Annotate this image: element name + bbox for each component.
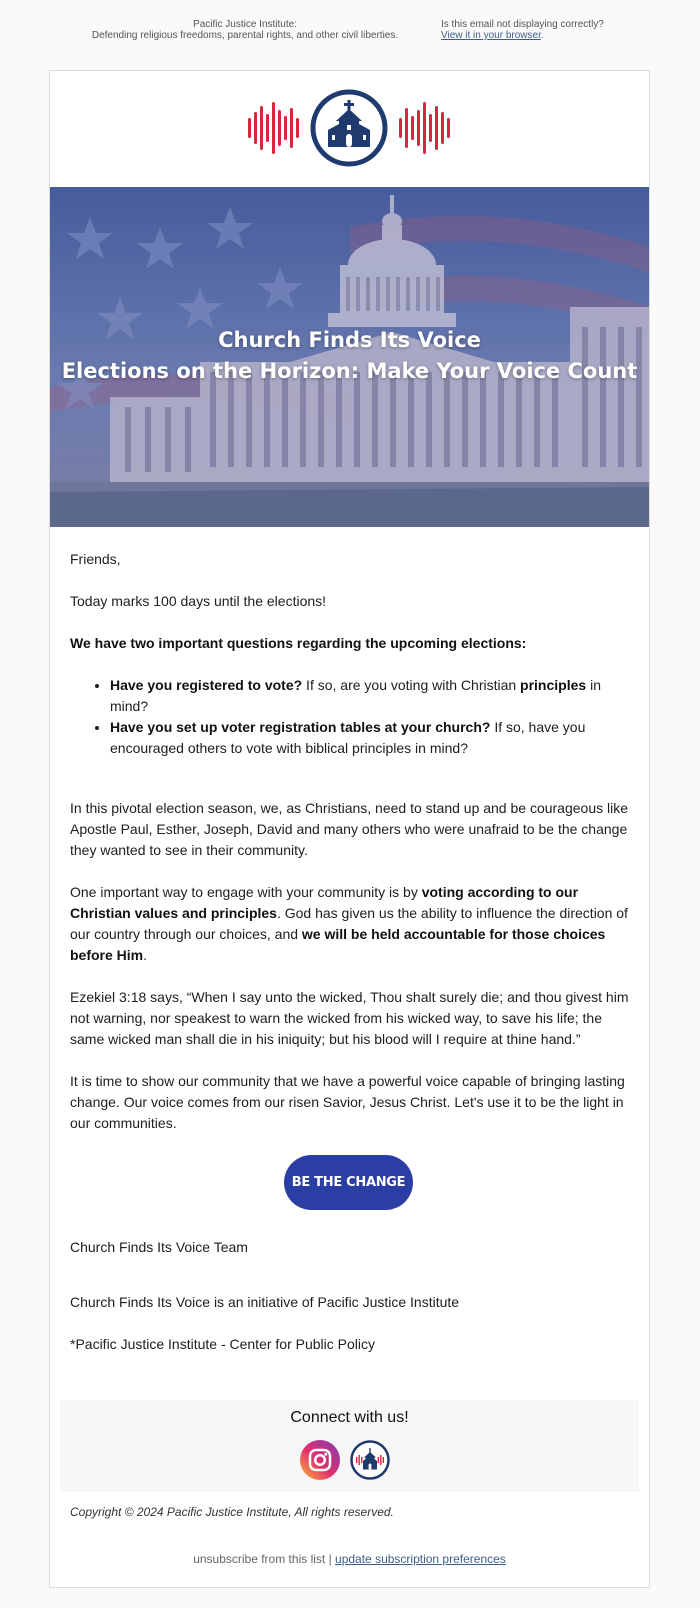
- days-line: Today marks 100 days until the elections!: [70, 593, 327, 609]
- signoff: Church Finds Its Voice Team: [70, 1239, 248, 1255]
- logo-header: [50, 71, 649, 187]
- paragraph-courage: In this pivotal election season, we, as Christians, need to stand up and be courageous like Apostle Paul, Esther, Joseph, David and many others who were unafraid to be the change they wanted to see in their community.: [70, 800, 629, 858]
- greeting: Friends,: [70, 551, 121, 567]
- social-links: [300, 1440, 396, 1485]
- org-name: Pacific Justice Institute:: [193, 19, 297, 30]
- hero-title: [50, 325, 649, 387]
- paragraph-scripture: Ezekiel 3:18 says, “When I say unto the wicked, Thou shalt surely die; and thou givest him not warning, nor speakest to warn the wicked from his wicked way, to save his life; the same wicked man shall die in his iniquity; but his blood will I require at thine hand.”: [70, 989, 629, 1047]
- email-card: [49, 70, 650, 1588]
- display-question: Is this email not displaying correctly?: [441, 19, 604, 30]
- preheader-view-online: Is this email not displaying correctly? View it in your browser.: [441, 19, 641, 41]
- connect-section: [60, 1400, 639, 1492]
- be-the-change-button[interactable]: BE THE CHANGE: [284, 1155, 413, 1210]
- questions-intro: We have two important questions regarding the upcoming elections:: [70, 635, 527, 651]
- church-voice-logo-icon[interactable]: [350, 1440, 390, 1485]
- unsubscribe-row: [50, 1552, 649, 1566]
- hero-banner: [50, 187, 649, 527]
- copyright: Copyright © 2024 Pacific Justice Institute, All rights reserved.: [70, 1505, 394, 1519]
- view-in-browser-link[interactable]: View it in your browser: [441, 30, 541, 41]
- paragraph-engage: One important way to engage with your community is by voting according to our Christian values and principles. God has given us the ability to influence the direction of our country through our choices, and we will be held accountable for those choices before Him.: [70, 884, 628, 963]
- list-item: • Have you set up voter registration tables at your church? If so, have you encouraged others to vote with biblical principles in mind?: [110, 717, 630, 759]
- paragraph-voice: It is time to show our community that we have a powerful voice capable of bringing lasting change. Our voice comes from our risen Savior, Jesus Christ. Let's use it to be the light in our communities.: [70, 1073, 625, 1131]
- connect-title: Connect with us!: [290, 1409, 409, 1426]
- list-item: • Have you registered to vote? If so, are you voting with Christian principles in mind?: [110, 675, 630, 717]
- questions-list: [70, 675, 630, 759]
- instagram-icon[interactable]: [300, 1440, 340, 1485]
- cta-container: [70, 1155, 630, 1211]
- preheader: [0, 0, 700, 70]
- org-tagline: Defending religious freedoms, parental rights, and other civil liberties.: [91, 30, 399, 41]
- center-line: *Pacific Justice Institute - Center for Public Policy: [70, 1336, 376, 1352]
- email-body: [70, 549, 630, 1376]
- preheader-org: [90, 19, 400, 41]
- church-voice-logo-icon: [248, 88, 450, 168]
- hero-title-line1: Church Finds Its Voice: [218, 328, 481, 352]
- hero-title-line2: Elections on the Horizon: Make Your Voice Count: [61, 359, 638, 383]
- separator: |: [325, 1552, 336, 1566]
- unsubscribe-text[interactable]: unsubscribe from this list: [193, 1552, 326, 1566]
- initiative-line: Church Finds Its Voice is an initiative of Pacific Justice Institute: [70, 1294, 460, 1310]
- update-preferences-link[interactable]: update subscription preferences: [335, 1552, 506, 1566]
